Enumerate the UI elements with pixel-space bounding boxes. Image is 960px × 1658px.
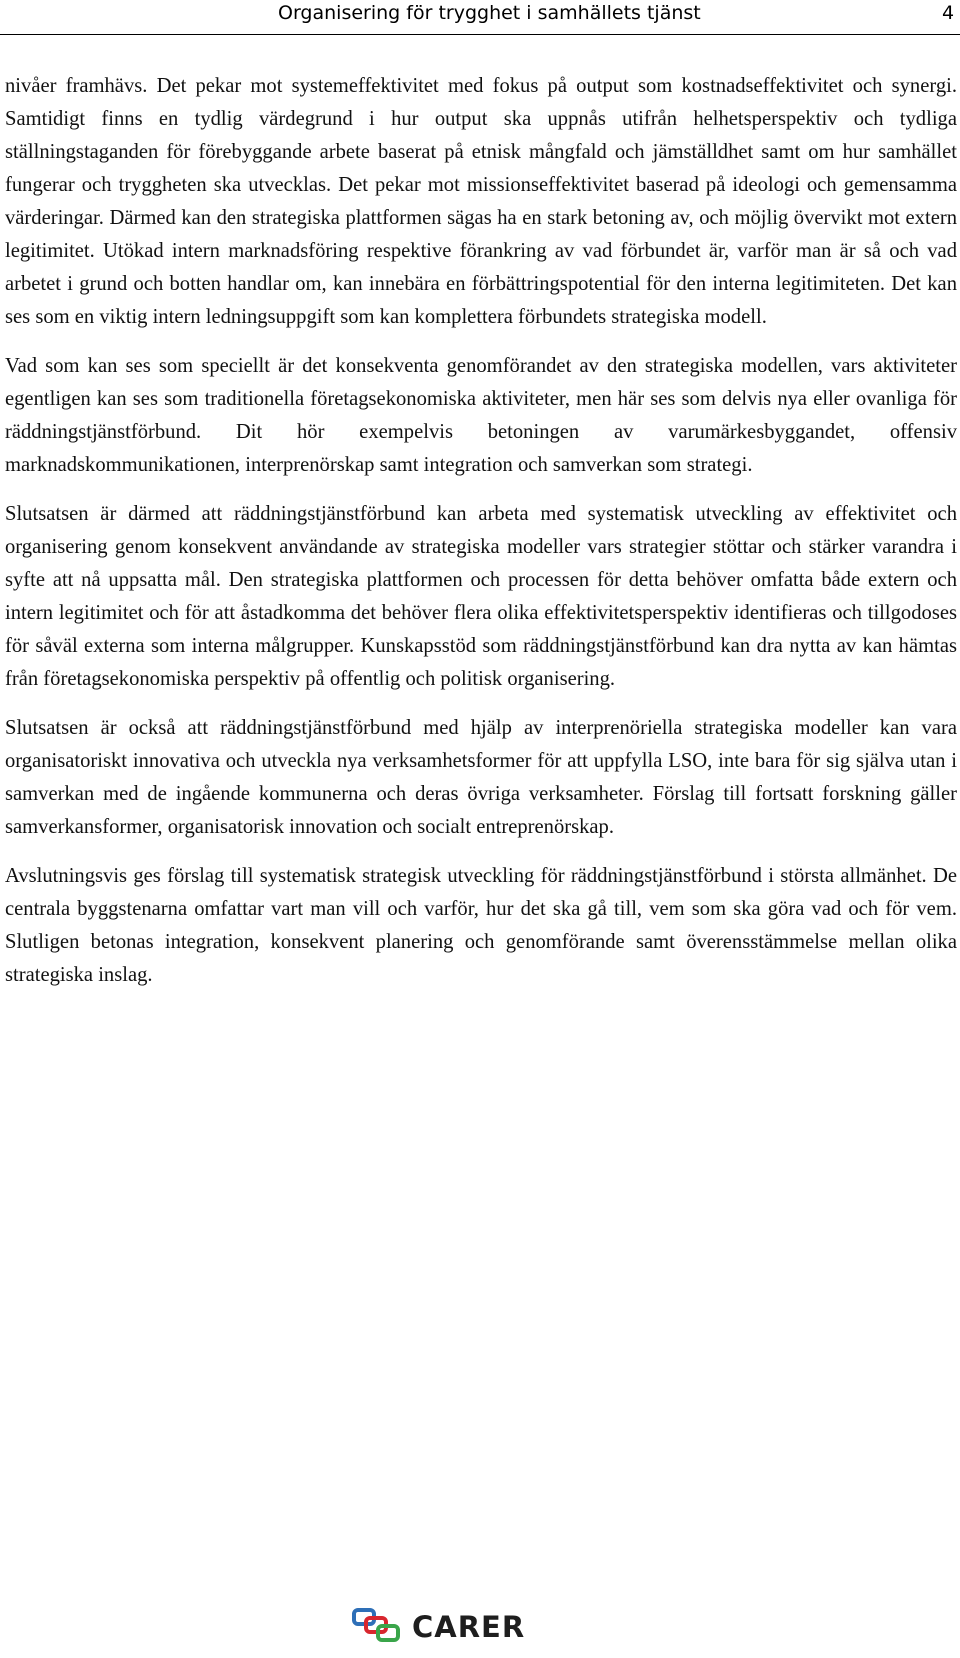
paragraph: Vad som kan ses som speciellt är det konsekventa genomförandet av den strategiska modellen, vars aktiviteter egentligen kan ses som traditionella företagsekonomiska aktiviteter, men här ses som delvis nya eller ovanliga för räddningstjänstförbund. Dit hör exempelvis betoningen av varumärkesbyggandet, offensiv marknadskommunikationen, interprenörskap samt integration och samverkan som strategi. (5, 355, 957, 476)
body-text (5, 70, 957, 1008)
carer-logo-icon (350, 1604, 412, 1650)
page-header (0, 0, 960, 30)
carer-logo (350, 1604, 550, 1650)
page-number: 4 (942, 2, 955, 24)
carer-logo-text: CARER (412, 1610, 526, 1644)
paragraph: nivåer framhävs. Det pekar mot systemeffektivitet med fokus på output som kostnadseffektivitet och synergi. Samtidigt finns en tydlig värdegrund i hur output ska uppnås utifrån helhetsperspektiv och tydliga ställningstaganden för förebyggande arbete baserat på etnisk mångfald och jämställdhet samt om hur samhället fungerar och tryggheten ska utvecklas. Det pekar mot missionseffektivitet baserad på ideologi och gemensamma värderingar. Därmed kan den strategiska plattformen sägas ha en stark betoning av, och möjlig övervikt mot extern legitimitet. Utökad intern marknadsföring respektive förankring av vad förbundet är, varför man är så och vad arbetet i grund och botten handlar om, kan innebära en förbättringspotential för den interna legitimiteten. Det kan ses som en viktig intern ledningsuppgift som kan komplettera förbundets strategiska modell. (5, 75, 957, 328)
paragraph: Slutsatsen är också att räddningstjänstförbund med hjälp av interprenöriella strategiska modeller kan vara organisatoriskt innovativa och utveckla nya verksamhetsformer för att uppfylla LSO, inte bara för sig själva utan i samverkan med de ingående kommunerna och deras övriga verksamheter. Förslag till fortsatt forskning gäller samverkansformer, organisatorisk innovation och socialt entreprenörskap. (5, 717, 957, 838)
header-divider (0, 34, 960, 35)
paragraph: Avslutningsvis ges förslag till systematisk strategisk utveckling för räddningstjänstförbund i största allmänhet. De centrala byggstenarna omfattar vart man vill och varför, hur det ska gå till, vem som ska göra vad och för vem. Slutligen betonas integration, konsekvent planering och genomförande samt överensstämmelse mellan olika strategiska inslag. (5, 865, 957, 986)
paragraph: Slutsatsen är därmed att räddningstjänstförbund kan arbeta med systematisk utveckling av effektivitet och organisering genom konsekvent användande av strategiska modeller vars strategier stöttar och stärker varandra i syfte att nå uppsatta mål. Den strategiska plattformen och processen för detta behöver omfatta både extern och intern legitimitet och för att åstadkomma det behöver flera olika effektivitetsperspektiv identifieras och tillgodoses för såväl externa som interna målgrupper. Kunskapsstöd som räddningstjänstförbund kan dra nytta av kan hämtas från företagsekonomiska perspektiv på offentlig och politisk organisering. (5, 503, 957, 690)
header-title: Organisering för trygghet i samhällets tjänst (278, 2, 701, 24)
